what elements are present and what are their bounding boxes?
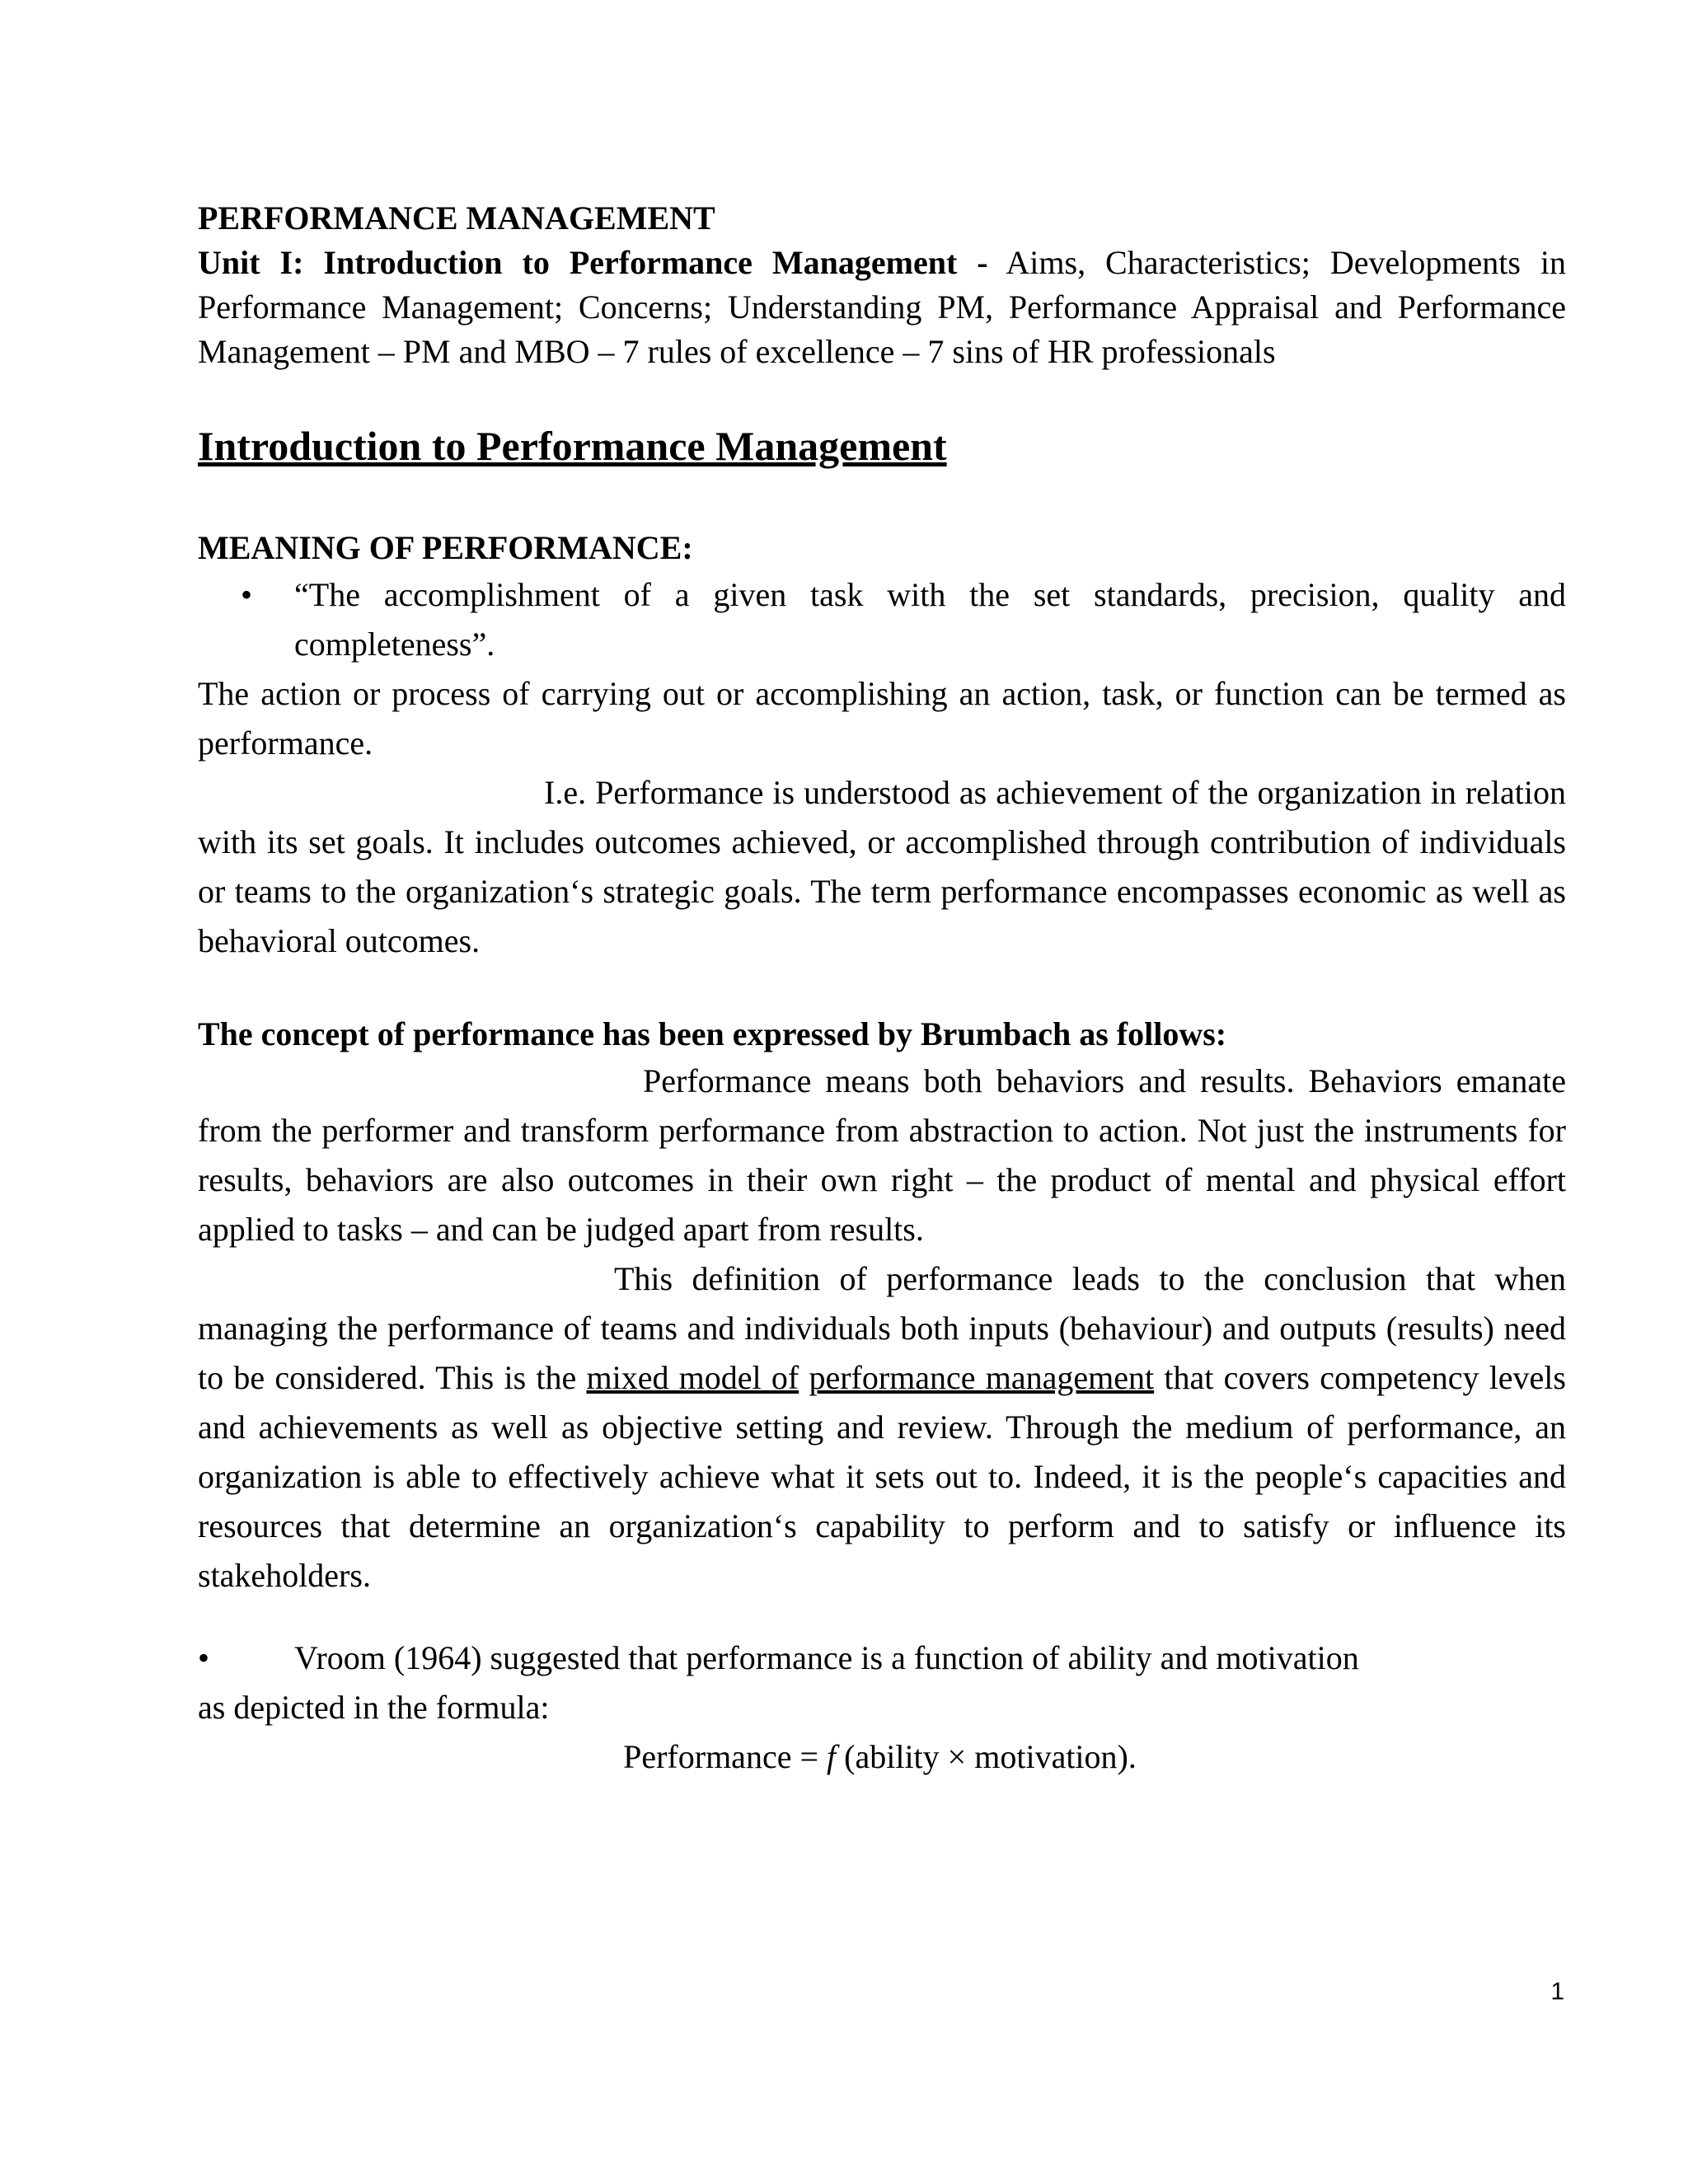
brumbach-paragraph-2 <box>198 1254 1566 1601</box>
vroom-continuation: as depicted in the formula: <box>198 1689 550 1726</box>
section-title: Introduction to Performance Management <box>198 423 947 469</box>
underlined-phrase: performance management <box>809 1359 1155 1396</box>
document-page <box>198 196 1566 1782</box>
underlined-phrase: mixed model of <box>586 1359 799 1396</box>
performance-formula <box>194 1732 1566 1782</box>
meaning-bullet-list <box>198 570 1566 669</box>
paragraph-text <box>799 1359 809 1396</box>
paragraph-text: This definition of performance leads to the conclusion that when managing the performance of teams and individuals both inputs (behaviour) and outputs (results) need to be considered. This is the <box>198 1260 1566 1396</box>
formula-left: Performance = <box>623 1738 828 1775</box>
formula-function: f <box>827 1738 837 1775</box>
page-number: 1 <box>1550 1978 1564 2005</box>
formula-right: (ability × motivation). <box>836 1738 1137 1775</box>
unit-heading: Unit I: Introduction to Performance Management - <box>198 244 988 281</box>
meaning-heading: MEANING OF PERFORMANCE: <box>198 529 693 566</box>
meaning-paragraph-2: I.e. Performance is understood as achievement of the organization in relation with its set goals. It includes outcomes achieved, or accomplished through contribution of individuals or teams to the organization‘s strategic goals. The term performance encompasses economic as well as behavioral outcomes. <box>198 774 1566 959</box>
vroom-statement: Vroom (1964) suggested that performance is a function of ability and motivation <box>294 1639 1359 1676</box>
unit-topics: Aims, Characteristics; Developments in Performance Management; Concerns; Understanding PM, Performance Appraisal and Performance Management – PM and MBO – 7 rules of excellence – 7 sins of HR professionals <box>198 244 1566 370</box>
document-title: PERFORMANCE MANAGEMENT <box>198 199 715 237</box>
bullet-icon: • <box>198 1639 210 1676</box>
meaning-definition: “The accomplishment of a given task with the set standards, precision, quality and completeness”. <box>294 576 1566 663</box>
vroom-section <box>198 1633 1566 1782</box>
bullet-icon: • <box>241 576 253 613</box>
meaning-paragraph-1: The action or process of carrying out or accomplishing an action, task, or function can be termed as performance. <box>198 675 1566 762</box>
unit-syllabus <box>198 241 1566 374</box>
list-item <box>198 570 1566 669</box>
vroom-bullet-line <box>198 1633 1566 1683</box>
paragraph-text: that covers competency levels and achievements as well as objective setting and review. Through the medium of performance, an organization is able to effectively achieve what it sets out to. Indeed, it is the people‘s capacities and resources that determine an organization‘s capability to perform and to satisfy or influence its stakeholders. <box>198 1359 1566 1594</box>
brumbach-heading: The concept of performance has been expressed by Brumbach as follows: <box>198 1015 1227 1052</box>
brumbach-paragraph-1: Performance means both behaviors and results. Behaviors emanate from the performer and transform performance from abstraction to action. Not just the instruments for results, behaviors are also outcomes in their own right – the product of mental and physical effort applied to tasks – and can be judged apart from results. <box>198 1062 1566 1248</box>
